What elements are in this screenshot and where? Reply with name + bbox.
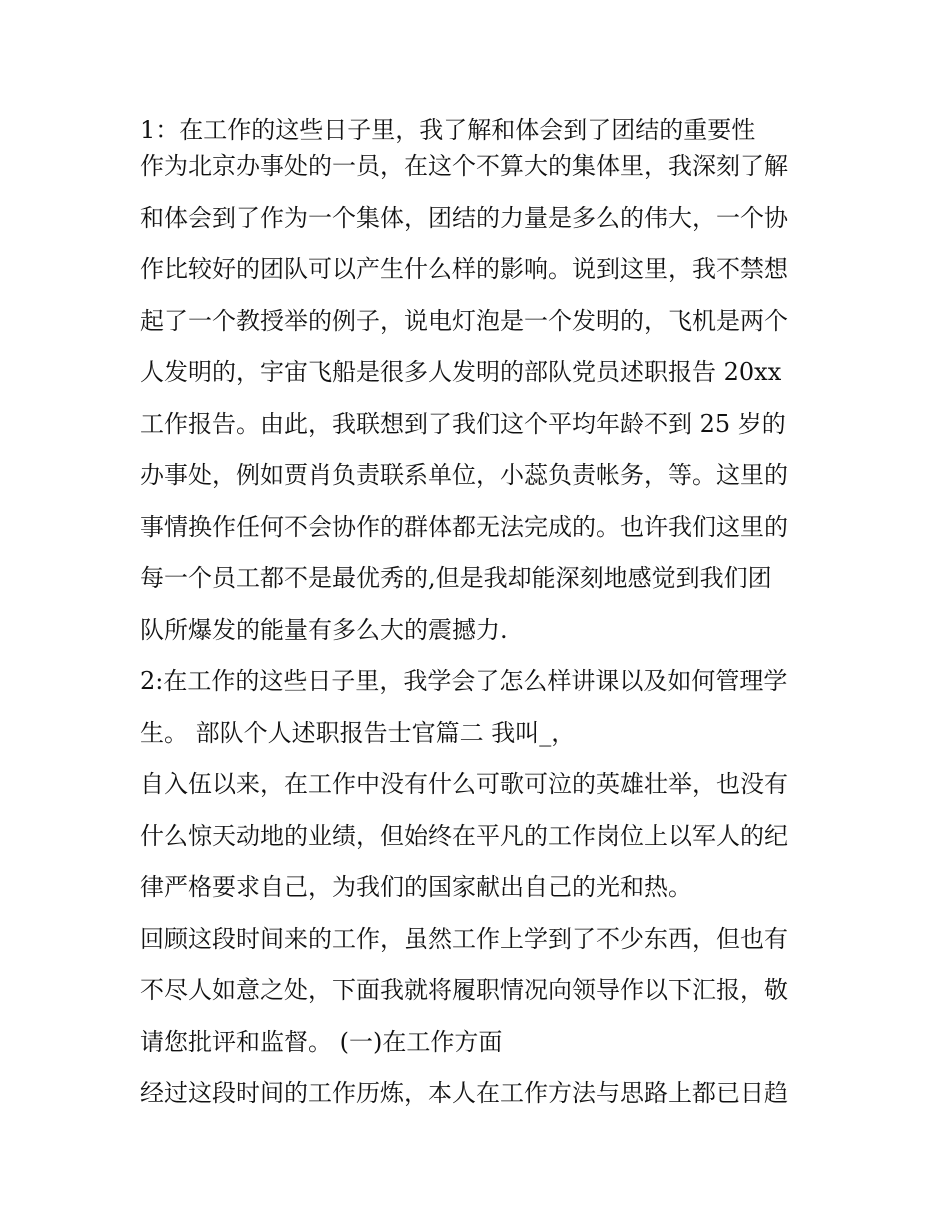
text-line: 1：在工作的这些日子里，我了解和体会到了团结的重要性 <box>140 116 756 144</box>
text-line: 不尽人如意之处，下面我就将履职情况向领导作以下汇报，敬 <box>140 976 788 1004</box>
text-line: 生。 部队个人述职报告士官篇二 我叫_， <box>140 718 576 747</box>
document-body <box>140 110 820 1125</box>
text-line: 人发明的，宇宙飞船是很多人发明的部队党员述职报告 20xx <box>140 358 782 386</box>
text-line: 回顾这段时间来的工作，虽然工作上学到了不少东西，但也有 <box>140 924 788 953</box>
text-line: 事情换作任何不会协作的群体都无法完成的。也许我们这里的 <box>140 512 788 541</box>
text-line: 每一个员工都不是最优秀的,但是我却能深刻地感觉到我们团 <box>140 564 772 592</box>
text-line: 队所爆发的能量有多么大的震撼力. <box>140 615 508 644</box>
text-line: 起了一个教授举的例子，说电灯泡是一个发明的，飞机是两个 <box>140 306 788 335</box>
text-line: 什么惊天动地的业绩，但始终在平凡的工作岗位上以军人的纪 <box>140 821 788 850</box>
text-line: 办事处，例如贾肖负责联系单位，小蕊负责帐务，等。这里的 <box>140 461 788 489</box>
text-line: 2:在工作的这些日子里，我学会了怎么样讲课以及如何管理学 <box>140 667 788 695</box>
text-line: 请您批评和监督。 (一)在工作方面 <box>140 1027 503 1056</box>
text-line: 经过这段时间的工作历炼，本人在工作方法与思路上都已日趋 <box>140 1079 788 1107</box>
text-line: 自入伍以来，在工作中没有什么可歌可泣的英雄壮举，也没有 <box>140 770 788 798</box>
text-line: 和体会到了作为一个集体，团结的力量是多么的伟大，一个协 <box>140 203 788 232</box>
text-line: 工作报告。由此，我联想到了我们这个平均年龄不到 25 岁的 <box>140 409 786 438</box>
text-line: 作比较好的团队可以产生什么样的影响。说到这里，我不禁想 <box>140 255 788 283</box>
text-line: 作为北京办事处的一员，在这个不算大的集体里，我深刻了解 <box>140 152 788 180</box>
text-line: 律严格要求自己，为我们的国家献出自己的光和热。 <box>140 873 692 901</box>
